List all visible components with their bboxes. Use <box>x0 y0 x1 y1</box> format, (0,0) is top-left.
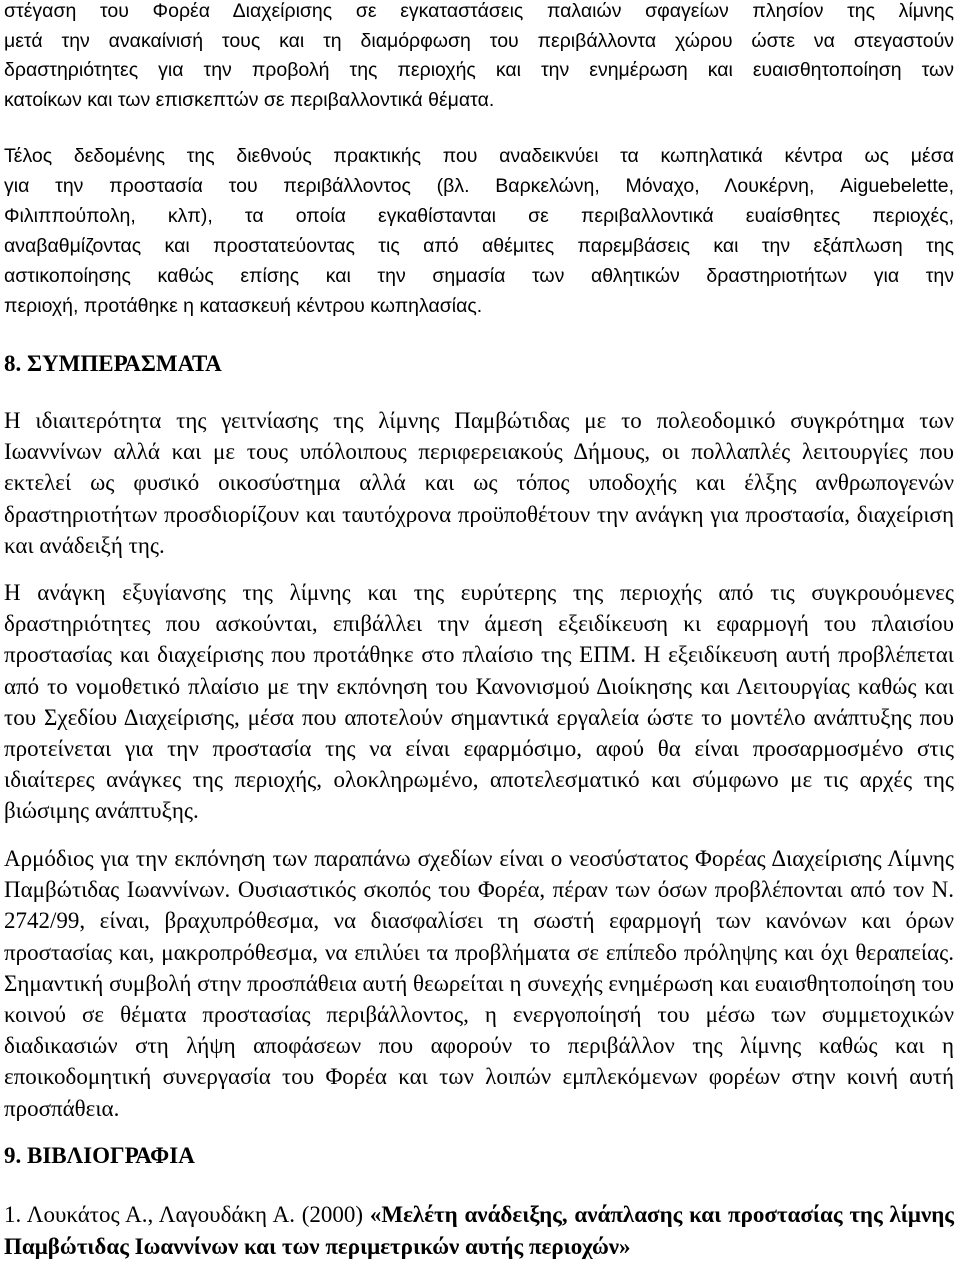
reference-item-1 <box>4 1199 954 1263</box>
intro-paragraph-line-4: κατοίκων και των επισκεπτών σε περιβαλλοντικά θέματα. <box>4 88 495 111</box>
rowing-paragraph-line-2: για την προστασία του περιβάλλοντος (βλ. Βαρκελώνη, Μόναχο, Λουκέρνη, Aiguebelette, <box>4 175 954 197</box>
rowing-paragraph-line-6: περιοχή, προτάθηκε η κατασκευή κέντρου κωπηλασίας. <box>4 295 483 317</box>
reference-authors: 1. Λουκάτος Α., Λαγουδάκη Α. (2000) <box>4 1202 370 1227</box>
rowing-paragraph-line-1: Τέλος δεδομένης της διεθνούς πρακτικής που αναδεικνύει τα κωπηλατικά κέντρα ως μέσα <box>4 145 954 167</box>
rowing-paragraph-line-5: αστικοποίησης καθώς επίσης και την σημασία των αθλητικών δραστηριοτήτων για την <box>4 265 954 287</box>
conclusions-paragraph-3: Αρμόδιος για την εκπόνηση των παραπάνω σχεδίων είναι ο νεοσύστατος Φορέας Διαχείρισης Λίμνης Παμβώτιδας Ιωαννίνων. Ουσιαστικός σκοπός του Φορέα, πέραν των όσων προβλέπονται από τον Ν. 2742/99, είναι, βραχυπρόθεσμα, να διασφαλίσει τη σωστή εφαρμογή των κανόνων και όρων προστασίας και, μακροπρόθεσμα, να επιλύει τα προβλήματα σε επίπεδο πρόληψης και όχι θεραπείας. Σημαντική συμβολή στην προσπάθεια αυτή θεωρείται η συνεχής ενημέρωση και ευαισθητοποίηση του κοινού σε θέματα προστασίας περιβάλλοντος, η ενεργοποίησή του μέσω των συμμετοχικών διαδικασιών στη λήψη αποφάσεων που αφορούν το περιβάλλον της λίμνης καθώς και η εποικοδομητική συνεργασία του Φορέα και των λοιπών εμπλεκόμενων φορέων στην κοινή αυτή προσπάθεια. <box>4 846 954 1121</box>
section-9-heading: 9. ΒΙΒΛΙΟΓΡΑΦΙΑ <box>4 1143 195 1168</box>
conclusions-paragraph-2: Η ανάγκη εξυγίανσης της λίμνης και της ευρύτερης της περιοχής από τις συγκρουόμενες δραστηριότητες που ασκούνται, επιβάλλει την άμεση εξειδίκευση κι εφαρμογή του πλαισίου προστασίας και διαχείρισης που προτάθηκε στο πλαίσιο της ΕΠΜ. Η εξειδίκευση αυτή προβλέπεται από το νομοθετικό πλαίσιο με την εκπόνηση του Κανονισμού Διοίκησης και Λειτουργίας καθώς και του Σχεδίου Διαχείρισης, μέσα που αποτελούν σημαντικά εργαλεία ώστε το μοντέλο ανάπτυξης που προτείνεται για την προστασία της να είναι εφαρμόσιμο, αφού θα είναι προσαρμοσμένο στις ιδιαίτερες ανάγκες της περιοχής, ολοκληρωμένο, αποτελεσματικό και σύμφωνο με τις αρχές της βιώσιμης ανάπτυξης. <box>4 580 954 824</box>
rowing-paragraph-line-4: αναβαθμίζοντας και προστατεύοντας τις από αθέμιτες παρεμβάσεις και την εξάπλωση της <box>4 235 954 257</box>
intro-paragraph-line-1: στέγαση του Φορέα Διαχείρισης σε εγκαταστάσεις παλαιών σφαγείων πλησίον της λίμνης <box>4 0 954 22</box>
section-8-heading: 8. ΣΥΜΠΕΡΑΣΜΑΤΑ <box>4 351 222 376</box>
conclusions-paragraph-1: Η ιδιαιτερότητα της γειτνίασης της λίμνης Παμβώτιδας με το πολεοδομικό συγκρότημα των Ιωαννίνων αλλά και με τους υπόλοιπους περιφερειακούς Δήμους, οι πολλαπλές λειτουργίες που εκτελεί ως φυσικό οικοσύστημα αλλά και ως τόπος υποδοχής και έλξης ανθρωπογενών δραστηριοτήτων προσδιορίζουν και ταυτόχρονα προϋποθέτουν την ανάγκη για προστασία, διαχείριση και ανάδειξή της. <box>4 408 954 558</box>
rowing-paragraph-line-3: Φιλιππούπολη, κλπ), τα οποία εγκαθίστανται σε περιβαλλοντικά ευαίσθητες περιοχές, <box>4 205 954 227</box>
reference-title: «Μελέτη ανάδειξης, ανάπλασης και προστασίας της λίμνης Παμβώτιδας Ιωαννίνων και των περιμετρικών αυτής περιοχών» <box>4 1202 954 1259</box>
intro-paragraph-line-3: δραστηριότητες για την προβολή της περιοχής και την ενημέρωση και ευαισθητοποίηση των <box>4 59 954 81</box>
intro-paragraph-line-2: μετά την ανακαίνισή τους και τη διαμόρφωση του περιβάλλοντα χώρου ώστε να στεγαστούν <box>4 29 954 52</box>
